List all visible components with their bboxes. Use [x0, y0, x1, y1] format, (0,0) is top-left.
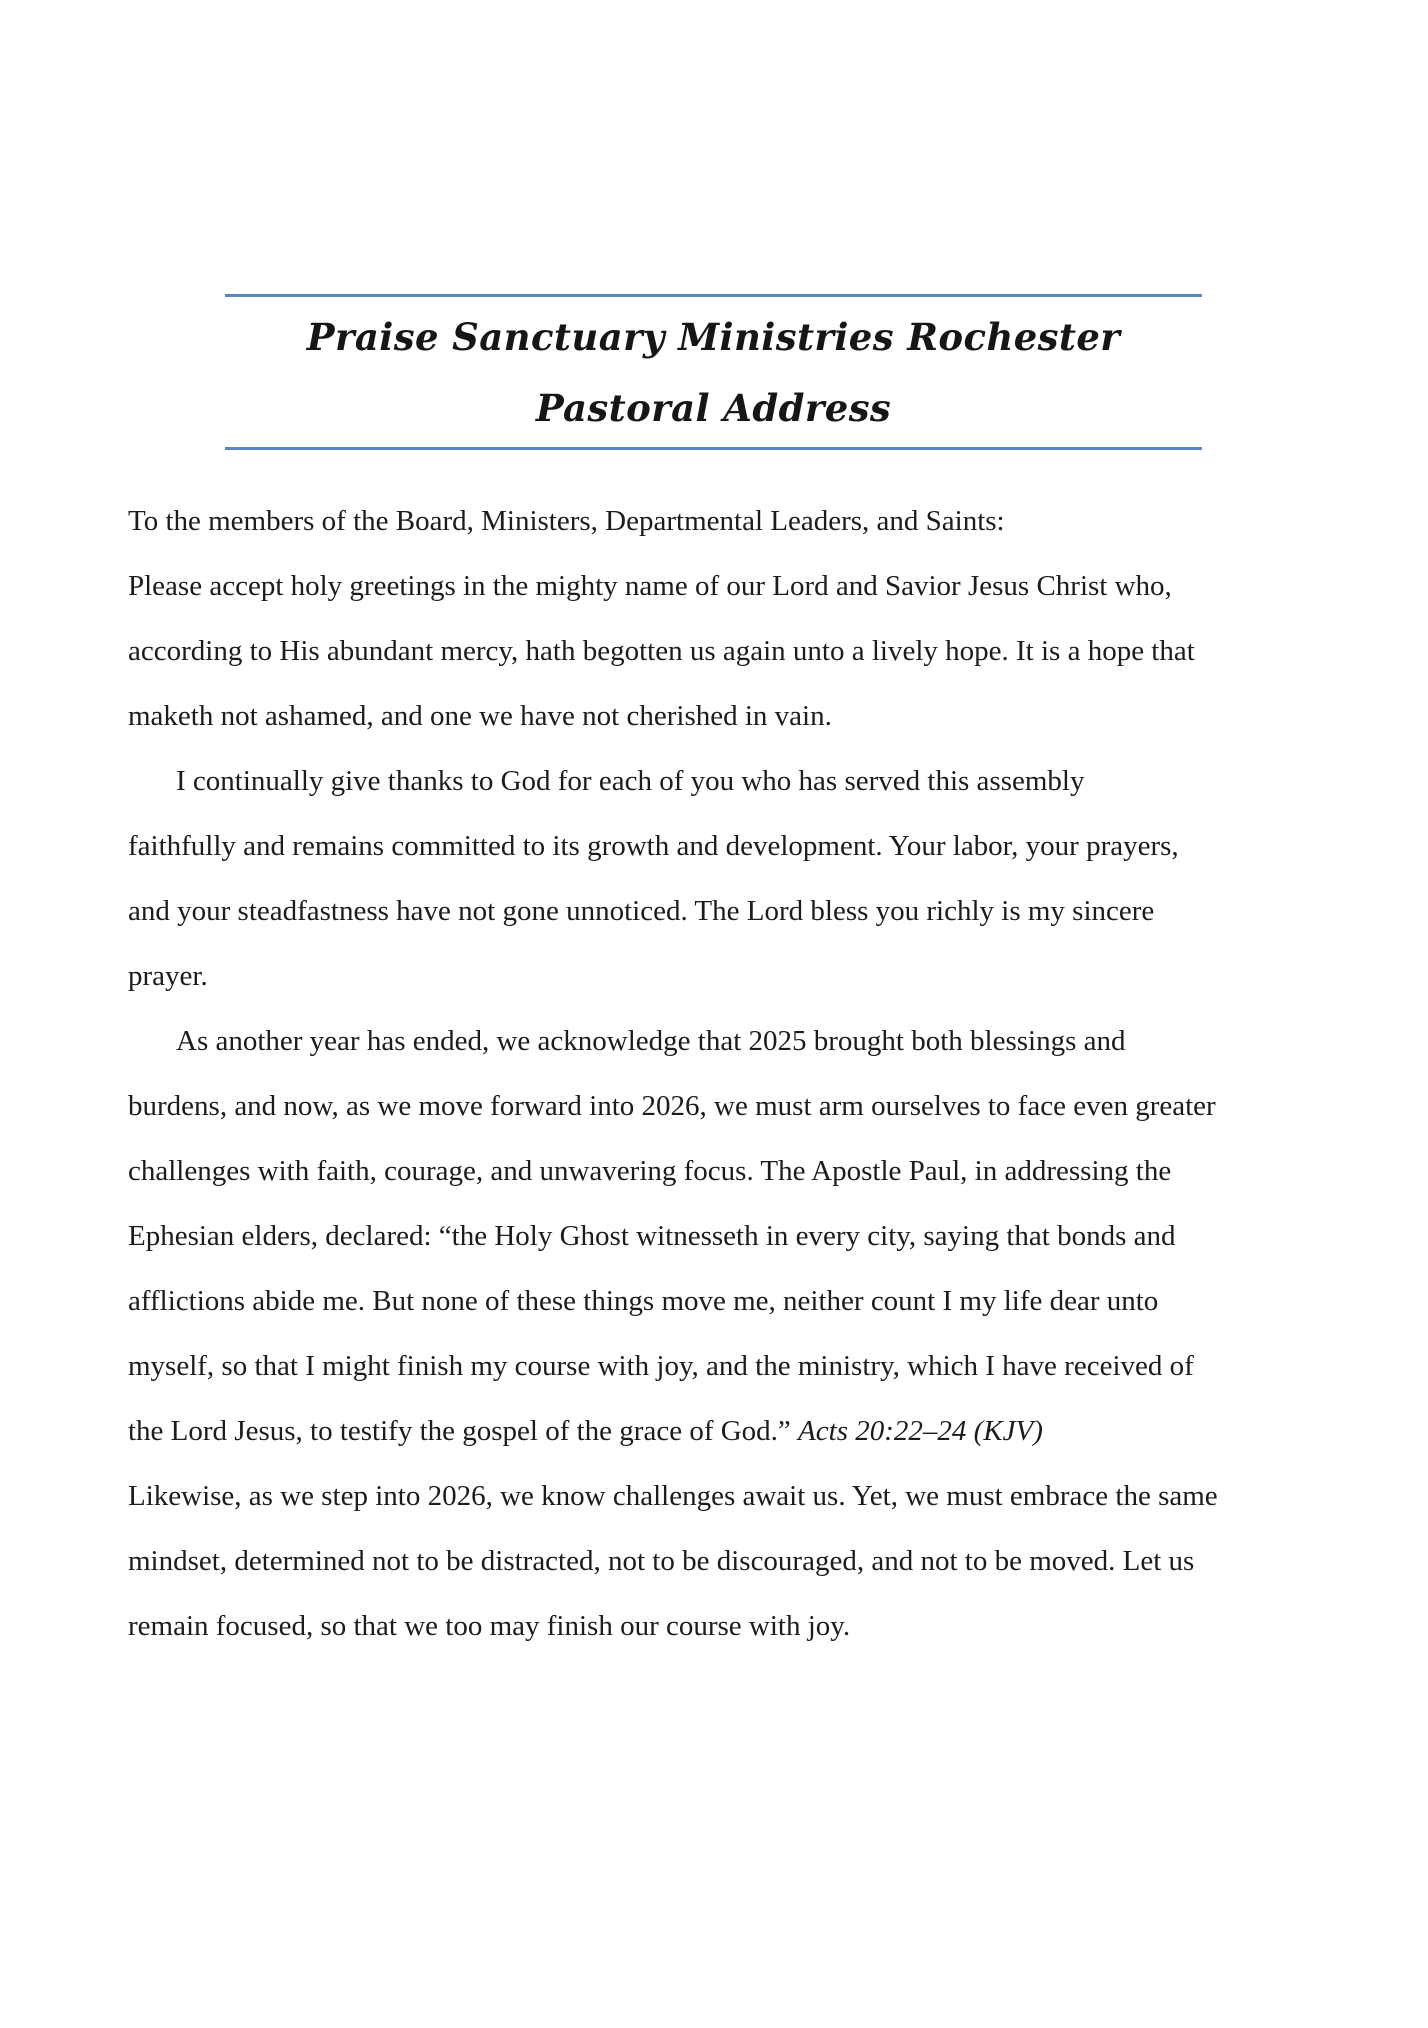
body-line: [128, 1529, 1318, 1594]
body-line-text: To the members of the Board, Ministers, Departmental Leaders, and Saints:: [128, 505, 1005, 537]
body-line: [128, 619, 1318, 684]
body-line: [128, 1464, 1318, 1529]
body-line: [128, 1074, 1318, 1139]
body-line-text: remain focused, so that we too may finish our course with joy.: [128, 1610, 851, 1642]
body-line: [128, 1204, 1318, 1269]
body-line-text: myself, so that I might finish my course with joy, and the ministry, which I have received of: [128, 1350, 1194, 1382]
body-line: [128, 814, 1318, 879]
document-body: [128, 489, 1318, 1659]
body-line: [128, 749, 1318, 814]
document-header: [225, 294, 1202, 450]
body-line-text: afflictions abide me. But none of these things move me, neither count I my life dear unto: [128, 1285, 1159, 1317]
body-line: [128, 1334, 1318, 1399]
body-line: [128, 1399, 1318, 1464]
body-line: [128, 554, 1318, 619]
body-line: [128, 684, 1318, 749]
scripture-citation: Acts 20:22–24 (KJV): [798, 1415, 1043, 1447]
body-line: [128, 489, 1318, 554]
body-line-text: faithfully and remains committed to its growth and development. Your labor, your prayers,: [128, 830, 1179, 862]
body-line-text: burdens, and now, as we move forward into 2026, we must arm ourselves to face even greater: [128, 1090, 1216, 1122]
body-line-text: Likewise, as we step into 2026, we know challenges await us. Yet, we must embrace the same: [128, 1480, 1218, 1512]
body-line: [128, 879, 1318, 944]
body-line-text: As another year has ended, we acknowledge that 2025 brought both blessings and: [176, 1025, 1126, 1057]
body-line-text: mindset, determined not to be distracted, not to be discouraged, and not to be moved. Let us: [128, 1545, 1195, 1577]
body-line-text: maketh not ashamed, and one we have not cherished in vain.: [128, 700, 832, 732]
document-subtitle: Pastoral Address: [535, 385, 892, 430]
body-line: [128, 1139, 1318, 1204]
body-line-text: Please accept holy greetings in the mighty name of our Lord and Savior Jesus Christ who,: [128, 570, 1172, 602]
document-title: Praise Sanctuary Ministries Rochester: [306, 315, 1121, 359]
body-line-text: I continually give thanks to God for each of you who has served this assembly: [176, 765, 1085, 797]
body-line-text: Ephesian elders, declared: “the Holy Ghost witnesseth in every city, saying that bonds and: [128, 1220, 1176, 1252]
body-line-text: the Lord Jesus, to testify the gospel of the grace of God.”: [128, 1415, 799, 1447]
body-line-text: challenges with faith, courage, and unwavering focus. The Apostle Paul, in addressing the: [128, 1155, 1172, 1187]
body-line-text: and your steadfastness have not gone unnoticed. The Lord bless you richly is my sincere: [128, 895, 1155, 927]
body-line: [128, 1269, 1318, 1334]
body-line: [128, 1594, 1318, 1659]
body-line-text: prayer.: [128, 960, 208, 992]
body-line: [128, 1009, 1318, 1074]
body-line: [128, 944, 1318, 1009]
body-line-text: according to His abundant mercy, hath begotten us again unto a lively hope. It is a hope that: [128, 635, 1195, 667]
